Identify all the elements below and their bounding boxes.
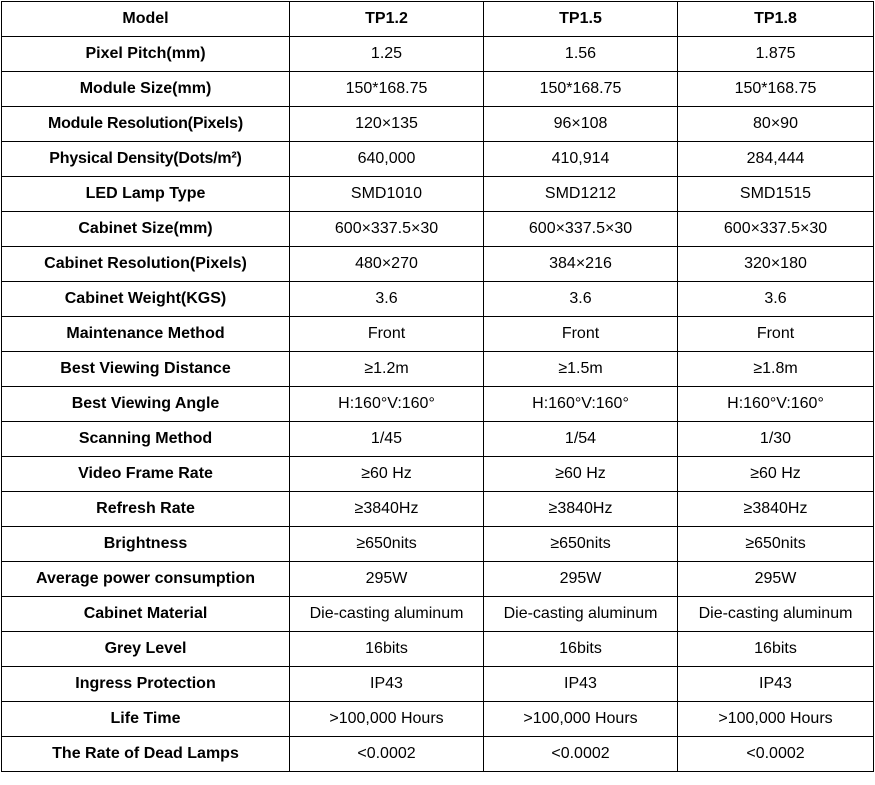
- cell-value: IP43: [290, 667, 484, 702]
- cell-value: 640,000: [290, 142, 484, 177]
- cell-value: ≥60 Hz: [290, 457, 484, 492]
- cell-value: ≥1.5m: [484, 352, 678, 387]
- cell-value: 480×270: [290, 247, 484, 282]
- cell-value: 80×90: [678, 107, 874, 142]
- row-label: Video Frame Rate: [2, 457, 290, 492]
- cell-value: 600×337.5×30: [484, 212, 678, 247]
- cell-value: 150*168.75: [290, 72, 484, 107]
- table-row: [2, 632, 874, 667]
- cell-value: 1/54: [484, 422, 678, 457]
- row-label: Physical Density(Dots/m²): [2, 142, 290, 177]
- row-label: Life Time: [2, 702, 290, 737]
- cell-value: ≥1.8m: [678, 352, 874, 387]
- cell-value: ≥650nits: [484, 527, 678, 562]
- row-label: Module Size(mm): [2, 72, 290, 107]
- cell-value: >100,000 Hours: [484, 702, 678, 737]
- row-label: Cabinet Material: [2, 597, 290, 632]
- table-row: [2, 177, 874, 212]
- row-label: Brightness: [2, 527, 290, 562]
- cell-value: ≥3840Hz: [290, 492, 484, 527]
- cell-value: IP43: [678, 667, 874, 702]
- table-row: [2, 72, 874, 107]
- row-label: Refresh Rate: [2, 492, 290, 527]
- cell-value: 384×216: [484, 247, 678, 282]
- cell-value: 120×135: [290, 107, 484, 142]
- cell-value: <0.0002: [678, 737, 874, 772]
- cell-value: H:160°V:160°: [678, 387, 874, 422]
- table-row: [2, 317, 874, 352]
- cell-value: Die-casting aluminum: [290, 597, 484, 632]
- cell-value: SMD1212: [484, 177, 678, 212]
- header-tp1-8: TP1.8: [678, 2, 874, 37]
- row-label: Ingress Protection: [2, 667, 290, 702]
- row-label: Cabinet Size(mm): [2, 212, 290, 247]
- table-row: [2, 142, 874, 177]
- row-label: Pixel Pitch(mm): [2, 37, 290, 72]
- table-row: [2, 737, 874, 772]
- row-label: Average power consumption: [2, 562, 290, 597]
- cell-value: 16bits: [290, 632, 484, 667]
- table-row: [2, 492, 874, 527]
- table-row: [2, 457, 874, 492]
- cell-value: ≥60 Hz: [678, 457, 874, 492]
- cell-value: >100,000 Hours: [290, 702, 484, 737]
- cell-value: SMD1515: [678, 177, 874, 212]
- cell-value: 295W: [290, 562, 484, 597]
- cell-value: >100,000 Hours: [678, 702, 874, 737]
- cell-value: IP43: [484, 667, 678, 702]
- cell-value: SMD1010: [290, 177, 484, 212]
- cell-value: 150*168.75: [678, 72, 874, 107]
- cell-value: <0.0002: [484, 737, 678, 772]
- table-row: [2, 527, 874, 562]
- table-row: [2, 282, 874, 317]
- cell-value: ≥1.2m: [290, 352, 484, 387]
- cell-value: Front: [678, 317, 874, 352]
- cell-value: 410,914: [484, 142, 678, 177]
- cell-value: 96×108: [484, 107, 678, 142]
- cell-value: 600×337.5×30: [290, 212, 484, 247]
- cell-value: Die-casting aluminum: [484, 597, 678, 632]
- cell-value: 3.6: [678, 282, 874, 317]
- cell-value: 3.6: [290, 282, 484, 317]
- cell-value: ≥60 Hz: [484, 457, 678, 492]
- cell-value: ≥650nits: [290, 527, 484, 562]
- cell-value: 1/45: [290, 422, 484, 457]
- cell-value: 295W: [484, 562, 678, 597]
- cell-value: H:160°V:160°: [290, 387, 484, 422]
- cell-value: ≥650nits: [678, 527, 874, 562]
- table-row: [2, 212, 874, 247]
- cell-value: 16bits: [678, 632, 874, 667]
- header-tp1-5: TP1.5: [484, 2, 678, 37]
- cell-value: Front: [484, 317, 678, 352]
- row-label: Best Viewing Angle: [2, 387, 290, 422]
- cell-value: 150*168.75: [484, 72, 678, 107]
- header-model: Model: [2, 2, 290, 37]
- header-tp1-2: TP1.2: [290, 2, 484, 37]
- cell-value: ≥3840Hz: [678, 492, 874, 527]
- table-row: [2, 352, 874, 387]
- cell-value: 284,444: [678, 142, 874, 177]
- table-row: [2, 422, 874, 457]
- row-label: Scanning Method: [2, 422, 290, 457]
- cell-value: ≥3840Hz: [484, 492, 678, 527]
- cell-value: 295W: [678, 562, 874, 597]
- cell-value: 16bits: [484, 632, 678, 667]
- spec-table: [1, 1, 874, 772]
- cell-value: 1.25: [290, 37, 484, 72]
- table-row: [2, 247, 874, 282]
- row-label: Cabinet Weight(KGS): [2, 282, 290, 317]
- table-row: [2, 37, 874, 72]
- cell-value: Front: [290, 317, 484, 352]
- cell-value: 1.875: [678, 37, 874, 72]
- row-label: Maintenance Method: [2, 317, 290, 352]
- spec-table-body: [2, 37, 874, 772]
- table-row: [2, 702, 874, 737]
- table-row: [2, 597, 874, 632]
- spec-table-header: [2, 2, 874, 37]
- cell-value: 600×337.5×30: [678, 212, 874, 247]
- cell-value: 1.56: [484, 37, 678, 72]
- row-label: Best Viewing Distance: [2, 352, 290, 387]
- table-row: [2, 107, 874, 142]
- table-row: [2, 387, 874, 422]
- row-label: Cabinet Resolution(Pixels): [2, 247, 290, 282]
- table-row: [2, 562, 874, 597]
- cell-value: 1/30: [678, 422, 874, 457]
- row-label: The Rate of Dead Lamps: [2, 737, 290, 772]
- cell-value: Die-casting aluminum: [678, 597, 874, 632]
- row-label: LED Lamp Type: [2, 177, 290, 212]
- row-label: Grey Level: [2, 632, 290, 667]
- table-row: [2, 667, 874, 702]
- header-row: [2, 2, 874, 37]
- cell-value: <0.0002: [290, 737, 484, 772]
- cell-value: H:160°V:160°: [484, 387, 678, 422]
- cell-value: 3.6: [484, 282, 678, 317]
- cell-value: 320×180: [678, 247, 874, 282]
- row-label: Module Resolution(Pixels): [2, 107, 290, 142]
